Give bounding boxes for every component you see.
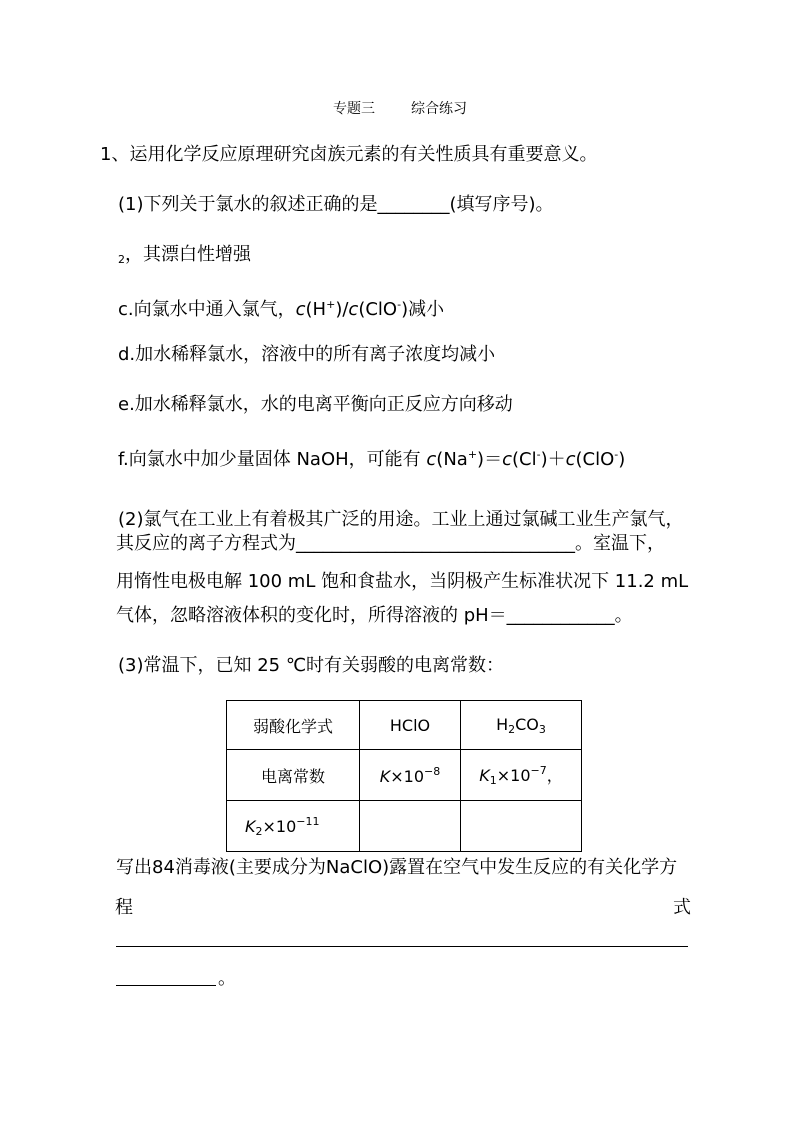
option-c-end: )减小 <box>401 299 445 320</box>
part-2-line-3: 用惰性电极电解 100 mL 饱和食盐水，当阴极产生标准状况下 11.2 mL <box>116 571 689 592</box>
answer-blank-line-2[interactable] <box>116 969 216 986</box>
title-topic: 专题三 <box>333 101 375 117</box>
row-label-constant: 电离常数 <box>227 750 360 801</box>
table-header-row <box>227 701 582 750</box>
header-h2co3 <box>461 701 582 750</box>
option-f-na: (Na <box>436 449 468 470</box>
part-2-line-4: 气体，忽略溶液体积的变化时，所得溶液的 pH＝____________。 <box>116 605 633 626</box>
k-symbol: K <box>379 766 391 786</box>
option-f-end: ) <box>618 449 626 470</box>
conc-symbol: c <box>502 449 512 470</box>
charge-plus: + <box>326 298 336 311</box>
option-d: d.加水稀释氯水，溶液中的所有离子浓度均减小 <box>118 344 496 365</box>
k-subscript: 1 <box>489 774 497 787</box>
option-b-text: ，其漂白性增强 <box>125 244 251 265</box>
k-exponent: −7 <box>530 764 547 777</box>
option-c-text: c.向氯水中通入氯气， <box>118 299 296 320</box>
empty-cell <box>360 801 461 852</box>
ionization-constant-table <box>226 700 582 852</box>
worksheet-title <box>0 98 800 118</box>
formula-subscript: 2 <box>508 722 516 736</box>
k-tail: ， <box>546 766 563 785</box>
k-symbol: K <box>479 766 490 785</box>
option-f-plus: )＋ <box>540 449 566 470</box>
conc-symbol: c <box>295 299 306 320</box>
formula-co: CO <box>515 714 539 734</box>
header-acid-formula: 弱酸化学式 <box>227 701 360 750</box>
answer-end-period: 。 <box>218 968 236 989</box>
option-c <box>118 294 444 321</box>
k-times: ×10 <box>496 766 531 785</box>
k-times: ×10 <box>262 816 297 836</box>
part-3-prompt: (3)常温下，已知 25 ℃时有关弱酸的电离常数： <box>118 655 505 676</box>
option-c-h: (H <box>305 299 327 320</box>
charge-plus: + <box>467 448 478 461</box>
table-constant-row <box>227 750 582 801</box>
equation-prompt-line: 写出84消毒液(主要成分为NaClO)露置在空气中发生反应的有关化学方 <box>116 857 678 878</box>
k-times: ×10 <box>390 766 425 786</box>
charge-minus: - <box>536 448 541 461</box>
part-2-line-2: 其反应的离子方程式为_______________________________。室温下， <box>116 533 665 554</box>
cell-h2co3-k2 <box>227 801 360 852</box>
option-f-clo: (ClO <box>575 449 615 470</box>
option-c-clo: (ClO <box>358 299 398 320</box>
header-hclo: HClO <box>360 701 461 750</box>
conc-symbol: c <box>348 299 359 320</box>
part-1-prompt: (1)下列关于氯水的叙述正确的是________(填写序号)。 <box>118 194 554 215</box>
conc-symbol: c <box>565 449 576 470</box>
answer-blank-line-1[interactable] <box>116 930 688 947</box>
option-b-subscript: 2 <box>118 253 125 266</box>
option-f-text: f.向氯水中加少量固体 NaOH，可能有 <box>118 449 427 470</box>
option-b-fragment <box>118 244 251 271</box>
option-f <box>118 444 625 471</box>
option-c-slash: )/ <box>335 299 349 320</box>
k-exponent: −11 <box>296 814 320 828</box>
conc-symbol: c <box>426 449 437 470</box>
equation-prompt-shi: 式 <box>673 897 691 918</box>
formula-subscript: 3 <box>538 722 546 736</box>
option-f-cl: (Cl <box>511 449 537 470</box>
table-k2-row <box>227 801 582 852</box>
question-1-stem: 1、运用化学反应原理研究卤族元素的有关性质具有重要意义。 <box>100 144 598 165</box>
k-symbol: K <box>245 816 256 836</box>
option-e: e.加水稀释氯水，水的电离平衡向正反应方向移动 <box>118 394 513 415</box>
option-f-eq: )＝ <box>477 449 503 470</box>
title-subtitle: 综合练习 <box>411 101 467 117</box>
cell-h2co3-k1 <box>461 750 582 801</box>
charge-minus: - <box>397 298 402 311</box>
equation-prompt-cheng: 程 <box>115 897 133 918</box>
formula-h: H <box>496 714 509 734</box>
part-2-line-1: (2)氯气在工业上有着极其广泛的用途。工业上通过氯碱工业生产氯气， <box>118 509 684 530</box>
k-subscript: 2 <box>255 824 263 838</box>
charge-minus: - <box>614 448 619 461</box>
empty-cell <box>461 801 582 852</box>
cell-hclo-k <box>360 750 461 801</box>
k-exponent: −8 <box>424 764 441 778</box>
